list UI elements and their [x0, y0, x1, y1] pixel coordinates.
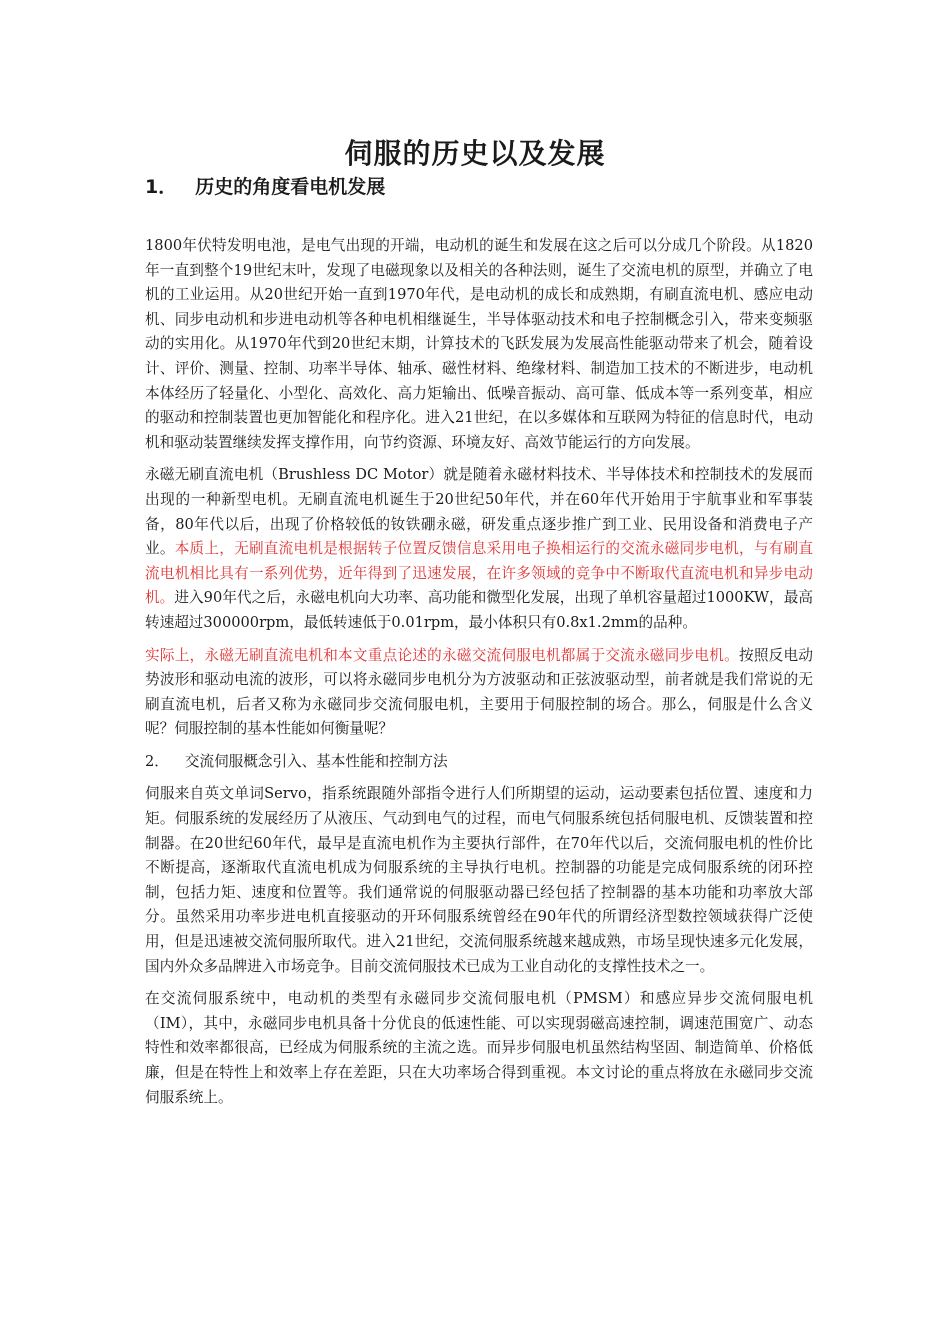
section-2-number: 2． [145, 752, 169, 770]
paragraph-2-highlight: 本质上，无刷直流电机是根据转子位置反馈信息采用电子换相运行的交流永磁同步电机，与有刷直流电机相比具有一系列优势，近年得到了迅速发展，在许多领域的竞争中不断取代直流电机和异步电动机。 [145, 540, 813, 607]
paragraph-1: 1800年伏特发明电池，是电气出现的开端，电动机的诞生和发展在这之后可以分成几个阶段。从1820年一直到整个19世纪末叶，发现了电磁现象以及相关的各种法则，诞生了交流电机的原型，并确立了电机的工业运用。从20世纪开始一直到1970年代，是电动机的成长和成熟期，有刷直流电机、感应电动机、同步电动机和步进电动机等各种电机相继诞生，半导体驱动技术和电子控制概念引入，带来变频驱动的实用化。从1970年代到20世纪末期，计算技术的飞跃发展为发展高性能驱动带来了机会，随着设计、评价、测量、控制、功率半导体、轴承、磁性材料、绝缘材料、制造加工技术的不断进步，电动机本体经历了轻量化、小型化、高效化、高力矩输出、低噪音振动、高可靠、低成本等一系列变革，相应的驱动和控制装置也更加智能化和程序化。进入21世纪，在以多媒体和互联网为特征的信息时代，电动机和驱动装置继续发挥支撑作用，向节约资源、环境友好、高效节能运行的方向发展。 [145, 237, 813, 451]
paragraph-3-text: 按照反电动势波形和驱动电流的波形，可以将永磁同步电机分为方波驱动和正弦波驱动型，前者就是我们常说的无刷直流电机，后者又称为永磁同步交流伺服电机，主要用于伺服控制的场合。那么，伺服是什么含义呢？伺服控制的基本性能如何衡量呢？ [145, 646, 813, 738]
paragraph-2 [145, 463, 813, 635]
paragraph-3 [145, 644, 813, 742]
paragraph-4: 伺服来自英文单词Servo，指系统跟随外部指令进行人们所期望的运动，运动要素包括位置、速度和力矩。伺服系统的发展经历了从液压、气动到电气的过程，而电气伺服系统包括伺服电机、反馈装置和控制器。在20世纪60年代，最早是直流电机作为主要执行部件，在70年代以后，交流伺服电机的性价比不断提高，逐渐取代直流电机成为伺服系统的主导执行电机。控制器的功能是完成伺服系统的闭环控制，包括力矩、速度和位置等。我们通常说的伺服驱动器已经包括了控制器的基本功能和功率放大部分。虽然采用功率步进电机直接驱动的开环伺服系统曾经在90年代的所谓经济型数控领域获得广泛使用，但是迅速被交流伺服所取代。进入21世纪，交流伺服系统越来越成熟，市场呈现快速多元化发展，国内外众多品牌进入市场竞争。目前交流伺服技术已成为工业自动化的支撑性技术之一。 [145, 785, 813, 975]
section-1-number: 1． [145, 176, 178, 198]
section-2-heading [145, 750, 813, 775]
section-2-title: 交流伺服概念引入、基本性能和控制方法 [184, 752, 448, 770]
paragraph-3-highlight: 实际上，永磁无刷直流电机和本文重点论述的永磁交流伺服电机都属于交流永磁同步电机。 [145, 646, 739, 664]
document-title: 伺服的历史以及发展 [344, 137, 606, 170]
document-body [145, 234, 813, 1118]
paragraph-5: 在交流伺服系统中，电动机的类型有永磁同步交流伺服电机（PMSM）和感应异步交流伺服电机（IM），其中，永磁同步电机具备十分优良的低速性能、可以实现弱磁高速控制，调速范围宽广、动态特性和效率都很高，已经成为伺服系统的主流之选。而异步伺服电机虽然结构坚固、制造简单、价格低廉，但是在特性上和效率上存在差距，只在大功率场合得到重视。本文讨论的重点将放在永磁同步交流伺服系统上。 [145, 990, 813, 1106]
section-1-title: 历史的角度看电机发展 [195, 176, 386, 198]
paragraph-2-text-cont: 进入90年代之后，永磁电机向大功率、高功能和微型化发展，出现了单机容量超过1000KW，最高转速超过300000rpm，最低转速低于0.01rpm，最小体积只有0.8x1.2mm的品种。 [145, 589, 813, 631]
section-1-heading [145, 172, 385, 199]
paragraph-2-text: 永磁无刷直流电机（Brushless DC Motor）就是随着永磁材料技术、半导体技术和控制技术的发展而出现的一种新型电机。无刷直流电机诞生于20世纪50年代，并在60年代开始用于宇航事业和军事装备，80年代以后，出现了价格较低的钕铁硼永磁，研发重点逐步推广到工业、民用设备和消费电子产业。 [145, 466, 813, 558]
